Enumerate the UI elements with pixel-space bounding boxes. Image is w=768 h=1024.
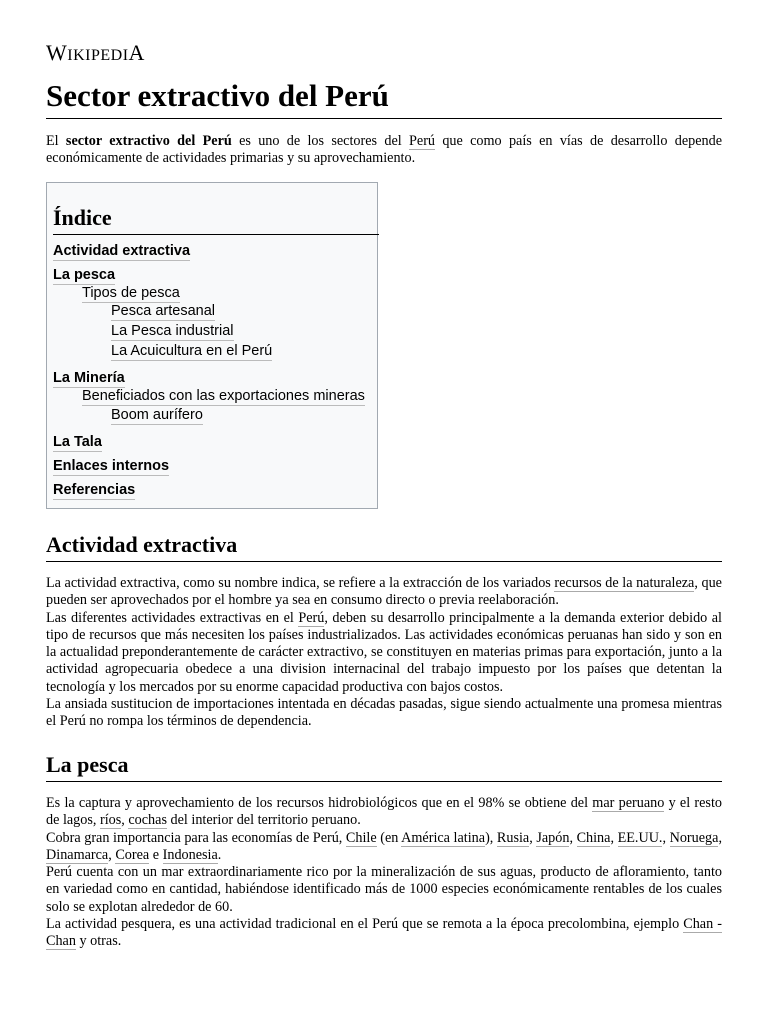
toc-item-beneficiados[interactable]: Beneficiados con las exportaciones mineras — [82, 388, 365, 404]
toc-item-referencias[interactable]: Referencias — [53, 482, 136, 498]
paragraph: Perú cuenta con un mar extraordinariamente rico por la mineralización de sus aguas, producto de afloramiento, tanto en variedad como en cantidad, habiéndose identificado más de 1000 especies económicamente rentables de los cuales solo se explotan alrededor de 60. — [46, 864, 722, 915]
paragraph: Es la captura y aprovechamiento de los recursos hidrobiológicos que en el 98% se obtiene del mar peruano y el resto de lagos, ríos, cochas del interior del territorio peruano. — [46, 795, 722, 829]
toc-item-tipos-de-pesca[interactable]: Tipos de pesca — [82, 285, 180, 301]
link-cochas[interactable]: cochas — [128, 812, 167, 829]
paragraph: Las diferentes actividades extractivas en el Perú, deben su desarrollo principalmente a la demanda exterior debido al tipo de recursos que más necesiten los países industrializados. Las actividades económicas peruanas han sido y son en la actualidad preponderantemente de carácter extractivo, se constituyen en materias primas para exportación, junto a la actividad agropecuaria obedece a una division internacinal del trabajo impuesto por los países que detentan la tecnología y los mercados por su enorme capacidad productiva con bajos costos. — [46, 609, 723, 695]
lead-bold-term: sector extractivo del Perú — [65, 133, 232, 149]
toc-item-actividad-extractiva[interactable]: Actividad extractiva — [53, 243, 191, 259]
table-of-contents — [46, 182, 378, 509]
paragraph: La actividad extractiva, como su nombre indica, se refiere a la extracción de los variados recursos de la naturaleza, que pueden ser aprovechados por el hombre ya sea en consumo directo o previa reelaboración. — [46, 575, 722, 609]
link-dinamarca[interactable]: Dinamarca — [46, 846, 109, 863]
link-rios[interactable]: ríos — [99, 812, 122, 829]
toc-item-acuicultura[interactable]: La Acuicultura en el Perú — [111, 343, 273, 359]
toc-item-boom-aurifero[interactable]: Boom aurífero — [111, 407, 203, 423]
link-peru-2[interactable]: Perú — [298, 609, 325, 626]
toc-item-pesca-artesanal[interactable]: Pesca artesanal — [111, 303, 215, 319]
link-japon[interactable]: Japón — [536, 829, 570, 846]
paragraph: La actividad pesquera, es una actividad tradicional en el Perú que se remota a la época precolombina, ejemplo Chan - Chan y otras. — [46, 916, 722, 950]
toc-item-la-tala[interactable]: La Tala — [53, 434, 102, 450]
link-recursos-naturaleza[interactable]: recursos de la naturaleza — [554, 575, 695, 591]
link-mar-peruano[interactable]: mar peruano — [592, 795, 665, 811]
link-indonesia[interactable]: Indonesia — [162, 846, 218, 863]
link-peru[interactable]: Perú — [409, 133, 436, 149]
link-chile[interactable]: Chile — [345, 829, 377, 846]
wikipedia-wordmark[interactable]: WIKIPEDIA — [46, 40, 145, 65]
lead-paragraph: El sector extractivo del Perú es uno de los sectores del Perú que como país en vías de desarrollo depende económicamente de actividades primarias y su aprovechamiento. — [46, 133, 722, 167]
paragraph: La ansiada sustitucion de importaciones intentada en décadas pasadas, sigue siendo actualmente una promesa mientras el Perú no rompa los términos de dependencia. — [46, 696, 722, 730]
link-china[interactable]: China — [576, 829, 611, 846]
toc-item-la-mineria[interactable]: La Minería — [53, 370, 125, 386]
link-corea[interactable]: Corea — [115, 846, 150, 863]
toc-item-la-pesca[interactable]: La pesca — [53, 267, 116, 283]
toc-heading: Índice — [53, 205, 379, 235]
section-pesca-body — [46, 795, 722, 951]
toc-item-pesca-industrial[interactable]: La Pesca industrial — [111, 323, 234, 339]
paragraph: Cobra gran importancia para las economías de Perú, Chile (en América latina), Rusia, Japón, China, EE.UU., Noruega, Dinamarca, Corea e Indonesia. — [46, 829, 722, 863]
section-heading-actividad-extractiva: Actividad extractiva — [46, 532, 722, 562]
section-heading-la-pesca: La pesca — [46, 752, 722, 782]
toc-item-enlaces-internos[interactable]: Enlaces internos — [53, 458, 170, 474]
link-rusia[interactable]: Rusia — [496, 829, 530, 846]
link-eeuu[interactable]: EE.UU. — [617, 829, 663, 846]
link-america-latina[interactable]: América latina — [401, 829, 486, 846]
link-noruega[interactable]: Noruega — [669, 829, 719, 846]
link-chan-chan[interactable]: Chan - Chan — [46, 916, 722, 950]
page-title: Sector extractivo del Perú — [46, 78, 722, 119]
section-actividad-body — [46, 575, 722, 731]
